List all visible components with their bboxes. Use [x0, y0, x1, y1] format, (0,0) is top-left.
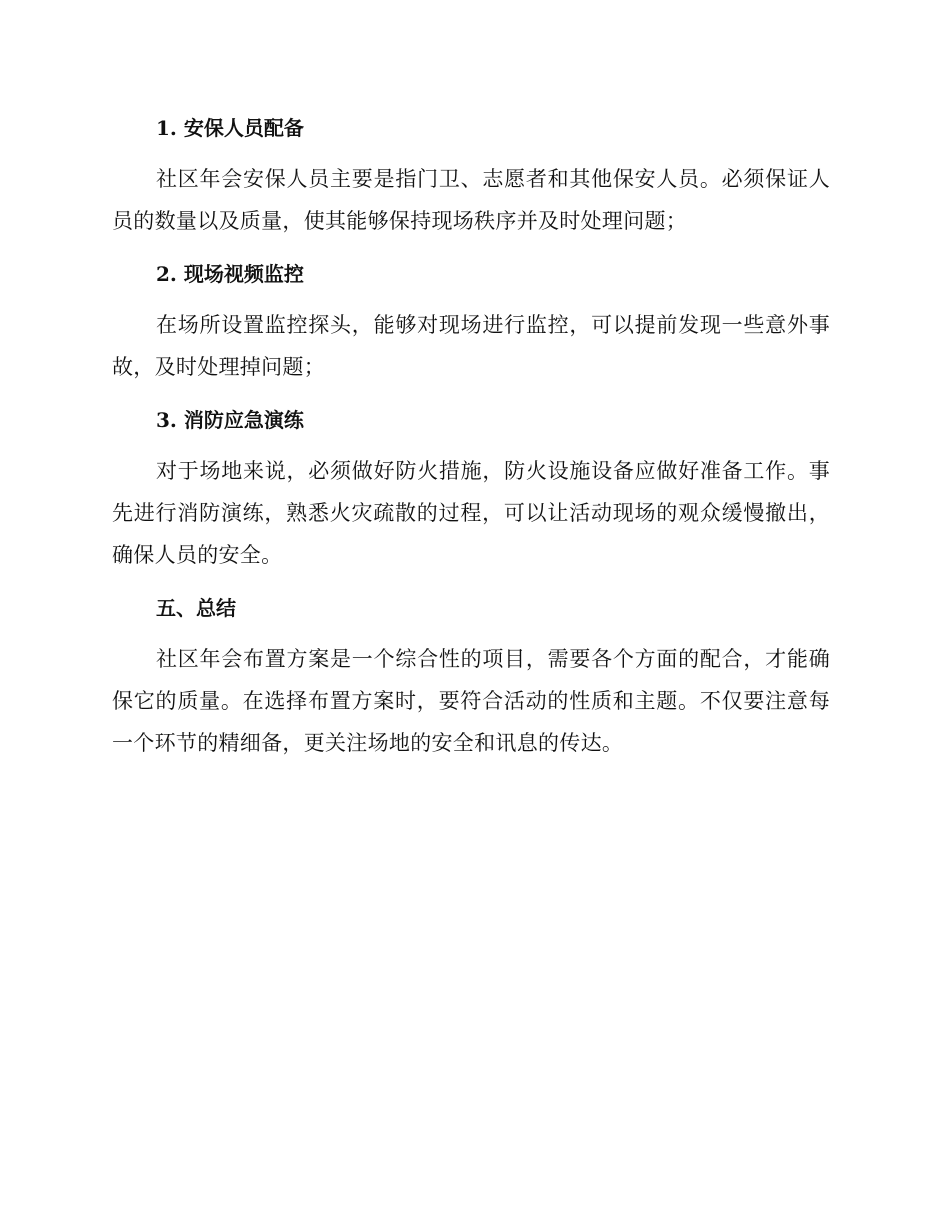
section-heading-video-monitoring: 2. 现场视频监控 — [156, 262, 304, 286]
section-paragraph-security-staff: 社区年会安保人员主要是指门卫、志愿者和其他保安人员。必须保证人员的数量以及质量，使其能够保持现场秩序并及时处理问题； — [112, 167, 830, 233]
document-body — [112, 110, 830, 764]
section-paragraph-summary: 社区年会布置方案是一个综合性的项目，需要各个方面的配合，才能确保它的质量。在选择布置方案时，要符合活动的性质和主题。不仅要注意每一个环节的精细备，更关注场地的安全和讯息的传达。 — [112, 647, 830, 755]
section-heading-fire-drill: 3. 消防应急演练 — [156, 408, 304, 432]
section-paragraph-fire-drill: 对于场地来说，必须做好防火措施，防火设施设备应做好准备工作。事先进行消防演练，熟悉火灾疏散的过程，可以让活动现场的观众缓慢撤出，确保人员的安全。 — [112, 459, 830, 567]
section-heading-summary: 五、总结 — [156, 596, 236, 620]
section-heading-security-staff: 1. 安保人员配备 — [156, 116, 304, 140]
section-paragraph-video-monitoring: 在场所设置监控探头，能够对现场进行监控，可以提前发现一些意外事故，及时处理掉问题； — [112, 313, 830, 379]
